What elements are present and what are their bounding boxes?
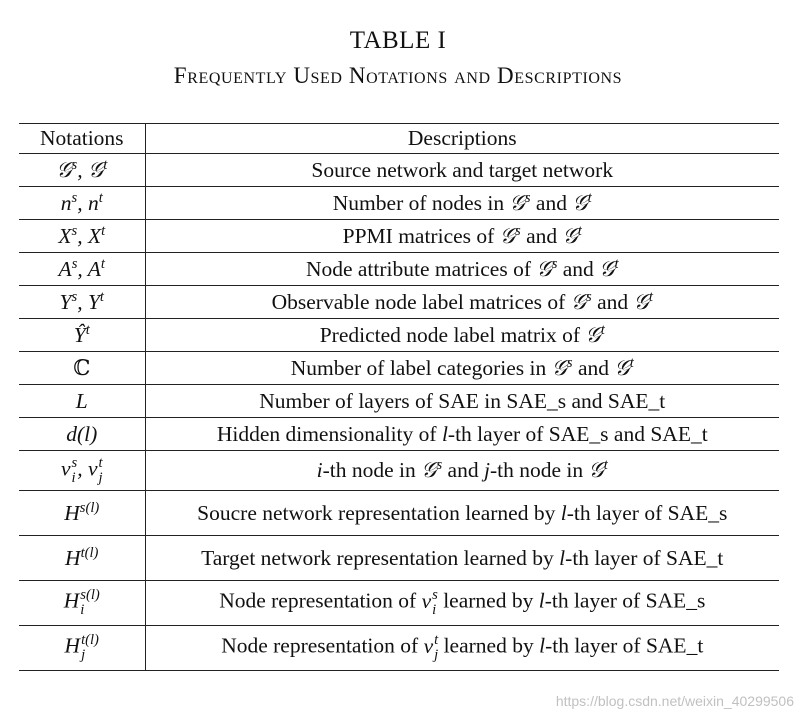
description-cell: Source network and target network — [145, 154, 779, 187]
notation-cell: L — [19, 385, 145, 418]
notation-cell: $H^{s(l)}$ — [19, 491, 145, 536]
notation-cell: $H^{t(l)}$ — [19, 536, 145, 581]
table-caption: Frequently Used Notations and Descriptions — [173, 63, 623, 88]
description-cell: Node representation of v s i learned by l-th layer of SAE_s — [145, 581, 779, 626]
table-row — [19, 451, 779, 491]
header-descriptions: Descriptions — [145, 124, 779, 154]
table-row — [19, 286, 779, 319]
description-cell: Predicted node label matrix of 𝒢$^t$ — [145, 319, 779, 352]
description-cell: Target network representation learned by l-th layer of SAE_t — [145, 536, 779, 581]
description-cell: Node attribute matrices of 𝒢$^s$ and 𝒢$^t$ — [145, 253, 779, 286]
table-row — [19, 253, 779, 286]
notation-cell: $X^s$, $X^t$ — [19, 220, 145, 253]
notation-cell: H t(l) j — [19, 626, 145, 671]
description-cell: Hidden dimensionality of l-th layer of SAE_s and SAE_t — [145, 418, 779, 451]
notation-cell: ℂ — [19, 352, 145, 385]
description-cell: Number of nodes in 𝒢$^s$ and 𝒢$^t$ — [145, 187, 779, 220]
table-row — [19, 187, 779, 220]
notation-cell: $Ŷ^t$ — [19, 319, 145, 352]
table-row — [19, 352, 779, 385]
table-row — [19, 491, 779, 536]
header-row — [19, 124, 779, 154]
description-cell: Observable node label matrices of 𝒢$^s$ and 𝒢$^t$ — [145, 286, 779, 319]
header-notations: Notations — [19, 124, 145, 154]
table-row — [19, 385, 779, 418]
table-row — [19, 319, 779, 352]
notations-table — [19, 123, 779, 671]
description-cell: Node representation of v t j learned by l-th layer of SAE_t — [145, 626, 779, 671]
table-row — [19, 154, 779, 187]
description-cell: i-th node in 𝒢$^s$ and j-th node in 𝒢$^t$ — [145, 451, 779, 491]
description-cell: PPMI matrices of 𝒢$^s$ and 𝒢$^t$ — [145, 220, 779, 253]
notation-cell: H s(l) i — [19, 581, 145, 626]
table-row — [19, 418, 779, 451]
table-row — [19, 220, 779, 253]
watermark: https://blog.csdn.net/weixin_40299506 — [555, 693, 794, 709]
description-cell: Soucre network representation learned by l-th layer of SAE_s — [145, 491, 779, 536]
description-cell: Number of label categories in 𝒢$^s$ and 𝒢$^t$ — [145, 352, 779, 385]
notation-cell: d(l) — [19, 418, 145, 451]
notation-cell: $A^s$, $A^t$ — [19, 253, 145, 286]
table-number: TABLE I — [349, 27, 447, 54]
notation-cell: $Y^s$, $Y^t$ — [19, 286, 145, 319]
notation-cell: v s i , v t j — [19, 451, 145, 491]
table-row — [19, 581, 779, 626]
description-cell: Number of layers of SAE in SAE_s and SAE_t — [145, 385, 779, 418]
notation-cell: 𝒢$^s$, 𝒢$^t$ — [19, 154, 145, 187]
notation-cell: $n^s$, $n^t$ — [19, 187, 145, 220]
table-row — [19, 536, 779, 581]
table-row — [19, 626, 779, 671]
